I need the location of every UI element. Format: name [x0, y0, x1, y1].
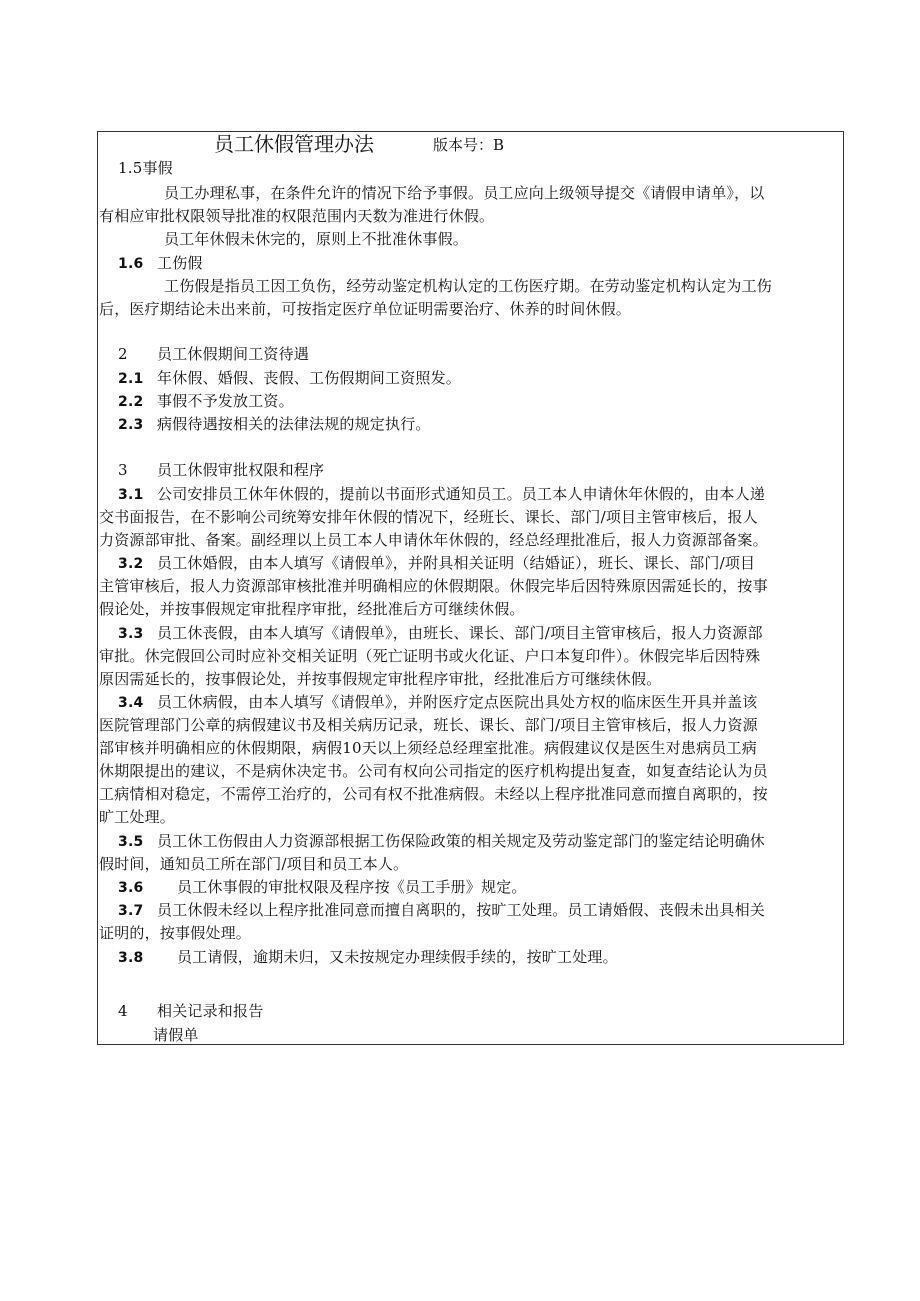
section-4-heading: 相关记录和报告: [157, 1002, 264, 1020]
section-4-item: 请假单: [153, 1026, 199, 1044]
item-number: 3.1: [118, 487, 144, 503]
item-number: 3.5: [118, 834, 144, 850]
paragraph-line: 工病情相对稳定，不需停工治疗的，公司有权不批准病假。未经以上程序批准同意而擅自离职的，按: [99, 785, 768, 803]
paragraph-line: 员工休婚假，由本人填写《请假单》，并附具相关证明（结婚证），班长、课长、部门/项目: [157, 554, 756, 572]
paragraph-line: 证明的，按事假处理。: [99, 924, 252, 942]
paragraph-line: 员工休丧假，由本人填写《请假单》，由班长、课长、部门/项目主管审核后，报人力资源部: [157, 624, 763, 642]
list-item-text: 事假不予发放工资。: [157, 392, 294, 410]
list-item-text: 病假待遇按相关的法律法规的规定执行。: [157, 415, 431, 433]
section-2-number: 2: [118, 345, 128, 363]
paragraph-line: 假时间，通知员工所在部门/项目和员工本人。: [99, 855, 409, 873]
item-number: 3.6: [118, 880, 144, 896]
item-number: 3.2: [118, 556, 144, 572]
paragraph-line: 休期限提出的建议，不是病休决定书。公司有权向公司指定的医疗机构提出复查，如复查结论认为员: [99, 762, 768, 780]
paragraph-line: 员工休假未经以上程序批准同意而擅自离职的，按旷工处理。员工请婚假、丧假未出具相关: [157, 901, 766, 919]
section-2-heading: 员工休假期间工资待遇: [157, 345, 310, 363]
section-1-5-heading: 1.5事假: [118, 159, 173, 177]
item-number: 3.3: [118, 626, 144, 642]
paragraph-line: 假论处，并按事假规定审批程序审批，经批准后方可继续休假。: [99, 600, 525, 618]
paragraph-line: 原因需延长的，按事假论处，并按事假规定审批程序审批，经批准后方可继续休假。: [99, 670, 662, 688]
section-1-5-paragraph-line: 有相应审批权限领导批准的权限范围内天数为准进行休假。: [99, 207, 495, 225]
list-item: [118, 368, 143, 389]
item-number: 3.8: [118, 950, 144, 966]
item-number: 2.1: [118, 371, 144, 387]
paragraph-line: 部审核并明确相应的休假期限，病假10天以上须经总经理室批准。病假建议仅是医生对患病员工病: [99, 739, 757, 757]
paragraph-line: 旷工处理。: [99, 808, 176, 826]
item-number: 2.2: [118, 394, 144, 410]
section-1-6-heading: 工伤假: [157, 254, 203, 272]
section-1-6-number: 1.6: [118, 256, 144, 272]
list-item-text: 年休假、婚假、丧假、工伤假期间工资照发。: [157, 369, 462, 387]
section-1-5-paragraph-line: 员工办理私事，在条件允许的情况下给予事假。员工应向上级领导提交《请假申请单》，以: [164, 184, 765, 202]
list-item: [118, 414, 143, 435]
paragraph-line: 医院管理部门公章的病假建议书及相关病历记录，班长、课长、部门/项目主管审核后，报人力资源: [99, 716, 758, 734]
item-number: 3.7: [118, 903, 144, 919]
paragraph-line: 力资源部审批、备案。副经理以上员工本人申请休年休假的，经总经理批准后，报人力资源部备案。: [99, 531, 768, 549]
paragraph-line: 审批。休完假回公司时应补交相关证明（死亡证明书或火化证、户口本复印件）。休假完毕后因特殊: [99, 647, 761, 665]
paragraph-line: 员工休病假，由本人填写《请假单》，并附医疗定点医院出具处方权的临床医生开具并盖该: [157, 693, 758, 711]
document-title: 员工休假管理办法: [214, 132, 374, 156]
paragraph-line: 公司安排员工休年休假的，提前以书面形式通知员工。员工本人申请休年休假的，由本人递: [157, 485, 766, 503]
item-number: 3.4: [118, 695, 144, 711]
version-number: 版本号：B: [433, 136, 505, 154]
section-3-heading: 员工休假审批权限和程序: [157, 461, 325, 479]
list-item: [118, 391, 143, 412]
paragraph-line: 员工请假，逾期未归，又未按规定办理续假手续的，按旷工处理。: [177, 948, 618, 966]
item-number: 2.3: [118, 417, 144, 433]
section-4-number: 4: [118, 1002, 128, 1020]
section-3-number: 3: [118, 461, 128, 479]
section-1-6-paragraph-line: 后，医疗期结论未出来前，可按指定医疗单位证明需要治疗、休养的时间休假。: [99, 300, 632, 318]
section-1-5-paragraph-2: 员工年休假未休完的，原则上不批准休事假。: [164, 230, 469, 248]
section-1-6-paragraph-line: 工伤假是指员工因工负伤，经劳动鉴定机构认定的工伤医疗期。在劳动鉴定机构认定为工伤: [164, 277, 773, 295]
paragraph-line: 主管审核后，报人力资源部审核批准并明确相应的休假期限。休假完毕后因特殊原因需延长的，按事: [99, 577, 768, 595]
paragraph-line: 员工休事假的审批权限及程序按《员工手册》规定。: [177, 878, 527, 896]
paragraph-line: 员工休工伤假由人力资源部根据工伤保险政策的相关规定及劳动鉴定部门的鉴定结论明确休: [157, 832, 766, 850]
paragraph-line: 交书面报告，在不影响公司统筹安排年休假的情况下，经班长、课长、部门/项目主管审核后，报人: [99, 508, 758, 526]
